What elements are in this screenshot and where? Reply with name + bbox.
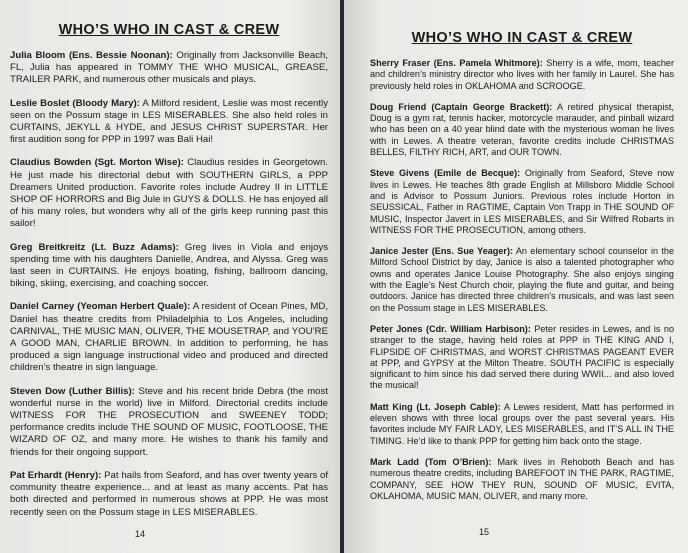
bio-entry [370, 402, 674, 447]
page-heading: WHO’S WHO IN CAST & CREW [411, 30, 633, 46]
bio-list [10, 50, 328, 519]
bio-text: Greg lives in Viola and enjoys spending time with his daughters Danielle, Andrea, and Alyssa. Greg was last seen in CURTAINS. He enjoys boating, fishing, ballroom dancing, biking, skiing, exercising, and coaching soccer. [10, 241, 328, 290]
bio-name: Matt King (Lt. Joseph Cable): [370, 401, 501, 412]
bio-entry [370, 457, 674, 502]
bio-list [370, 58, 674, 502]
bio-name: Sherry Fraser (Ens. Pamela Whitmore): [370, 58, 543, 68]
bio-text: Steve and his recent bride Debra (the most wonderful nurse in the world) live in Milford. Directorial credits include WITNESS FOR THE PROSECUTION and SWEENEY TODD; performance credits include THE SOUND OF MUSIC, FOOTLOOSE, THE WIZARD OF OZ, and many more. He wishes to thank his family and friends for their ongoing support. [10, 385, 328, 458]
right-page [344, 0, 688, 553]
bio-entry [10, 386, 328, 459]
bio-entry [10, 50, 328, 87]
bio-name: Steve Givens (Emile de Becque): [370, 168, 521, 179]
bio-text: An elementary school counselor in the Milford School District by day, Janice is also a talented photographer who owns and operates Janice Louise Photography. She also enjoys singing with the Eagle’s Nest Church choir, playing the flute and guitar, and being outdoors. Janice has directed three children’s musicals, and was last seen on the Possum stage in LES MISERABLES. [370, 246, 674, 313]
bio-text: A Lewes resident, Matt has performed in eleven shows with three local groups over the past several years. His favorites include MY FAIR LADY, LES MISERABLES, and IT’S ALL IN THE TIMING. He’d like to thank PPP for getting him back onto the stage. [370, 401, 674, 446]
bio-text: Claudius resides in Georgetown. He just made his directorial debut with SOUTHERN GIRLS, a PPP Dreamers United production. Favorite roles include Audrey II in LITTLE SHOP OF HORRORS and Big Jule in GUYS & DOLLS. He has enjoyed all of his many roles, but wonders why all of the girls keep running past this sailor! [10, 157, 328, 230]
bio-text: Pat hails from Seaford, and has over twenty years of community theatre experience... and at least as many accents. Pat has both directed and performed in numerous shows at PPP. He was most recently seen on the Possum stage in LES MISERABLES. [10, 469, 329, 518]
bio-entry [10, 470, 328, 519]
bio-entry [10, 98, 328, 147]
bio-name: Leslie Boslet (Bloody Mary): [10, 97, 140, 109]
bio-name: Julia Bloom (Ens. Bessie Noonan): [10, 50, 173, 61]
bio-name: Peter Jones (Cdr. William Harbison): [370, 323, 531, 334]
bio-entry [370, 58, 674, 92]
bio-text: A retired physical therapist, Doug is a gym rat, tennis hacker, motorcycle marauder, and pinball wizard who has been on a 40 year blind date with the mysterious woman he lives with in Lewes. A theatre veteran, favorite credits include CHRISTMAS BELLES, FILTHY RICH, ART, and OUR TOWN. [370, 101, 674, 158]
bio-name: Greg Breitkreitz (Lt. Buzz Adams): [10, 241, 179, 253]
bio-entry [370, 324, 674, 392]
bio-name: Janice Jester (Ens. Sue Yeager): [370, 246, 514, 257]
bio-name: Claudius Bowden (Sgt. Morton Wise): [10, 157, 184, 169]
page-heading: WHO’S WHO IN CAST & CREW [58, 22, 280, 38]
bio-name: Doug Friend (Captain George Brackett): [370, 101, 553, 112]
page-number: 14 [134, 529, 145, 539]
bio-text: Originally from Jacksonville Beach, FL, Julia has appeared in TOMMY THE WHO MUSICAL, GREASE, TRAILER PARK, and numerous other musicals and plays. [10, 50, 329, 86]
bio-entry [10, 157, 328, 230]
bio-name: Daniel Carney (Yeoman Herbert Quale): [10, 301, 191, 313]
bio-text: Mark lives in Rehoboth Beach and has numerous theatre credits, including BAREFOOT IN THE PARK, RAGTIME, COMPANY, SEE HOW THEY RUN, SOUND OF MUSIC, EVITA, OKLAHOMA, MUSIC MAN, OLIVER, and many more. [370, 456, 675, 501]
bio-text: A Milford resident, Leslie was most recently seen on the Possum stage in LES MISERABLES. She also held roles in CURTAINS, JEKYLL & HYDE, and JESUS CHRIST SUPERSTAR. Her first audition song for PPP in 1997 was Bali Hai! [10, 97, 328, 146]
bio-name: Mark Ladd (Tom O’Brien): [370, 456, 492, 467]
bio-entry [370, 168, 674, 236]
bio-text: Sherry is a wife, mom, teacher and children’s ministry director who lives with her family in Laurel. She has previously held roles in OKLAHOMA and SCROOGE. [370, 58, 675, 91]
page-number: 15 [478, 527, 489, 537]
left-page [0, 0, 340, 553]
bio-name: Pat Erhardt (Henry): [10, 469, 102, 481]
bio-text: Originally from Seaford, Steve now lives in Lewes. He teaches 8th grade English at Millsboro Middle School and is Advisor to Possum Juniors. Previous roles include Horton in SEUSSICAL, Father in RAGTIME, Captain Von Trapp in THE SOUND OF MUSIC, Inspector Javert in LES MISERABLES, and Sir Wilfred Robarts in WITNESS FOR THE PROSECUTION, among others. [370, 168, 674, 235]
bio-text: A resident of Ocean Pines, MD, Daniel has theatre credits from Philadelphia to Los Angeles, including CARNIVAL, THE MUSIC MAN, OLIVER, THE MOUSETRAP, and YOU’RE A GOOD MAN, CHARLIE BROWN. In addition to performing, he has produced a sign language instructional video and produced and directed children’s theatre in sign language. [10, 301, 329, 374]
bio-entry [370, 102, 674, 158]
bio-entry [10, 301, 328, 374]
bio-entry [370, 246, 674, 314]
bio-text: Peter resides in Lewes, and is no stranger to the stage, having held roles at PPP in THE KING AND I, FLIPSIDE OF CHRISTMAS, and WORST CHRISTMAS PAGEANT EVER at PPP, and GYPSY at the Milton Theatre. SOUTH PACIFIC is especially significant to him since his dad served there during WWII... and also loved the musical! [370, 323, 674, 391]
bio-name: Steven Dow (Luther Billis): [10, 385, 135, 397]
bio-entry [10, 242, 328, 291]
